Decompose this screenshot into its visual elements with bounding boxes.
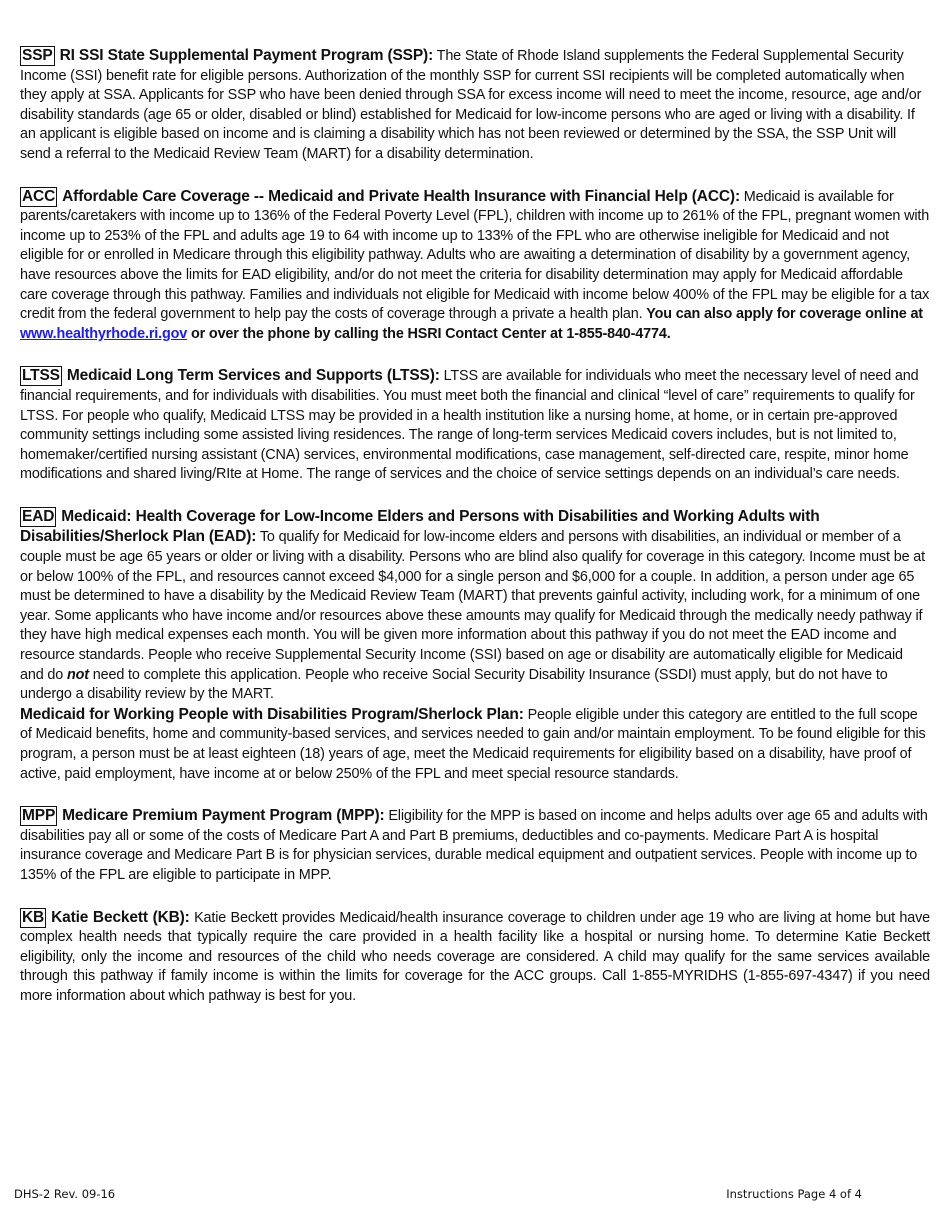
section-ltss	[20, 366, 930, 485]
ead-body-b: need to complete this application. People who receive Social Security Disability Insurance (SSDI) must apply, but do not have to undergo a disability review by the MART.	[20, 666, 888, 703]
ead-body-a: To qualify for Medicaid for low-income elders and persons with disabilities, an individual or member of a couple must be age 65 years or older or living with a disability. Persons who are blind also qualify for coverage in this category. Income must be at or below 100% of the FPL, and resources cannot exceed $4,000 for a single person and $6,000 for a couple. In addition, a person under age 65 must be determined to have a disability by the Medicaid Review Team (MART) that prevents gainful activity, including work, for a minimum of one year. Some applicants who have income and/or resources above these amounts may qualify for Medicaid through the medically needy pathway if they have high medical expenses each month. You will be given more information about this pathway if you do not meet the EAD income and resource standards. People who receive Supplemental Security Income (SSI) based on age or disability are automatically eligible for Medicaid and do	[20, 529, 925, 683]
ead-paragraph	[20, 507, 930, 705]
section-acc	[20, 187, 930, 345]
acc-paragraph	[20, 187, 930, 345]
acc-online-text: You can also apply for coverage online at	[646, 306, 923, 323]
ssp-code-box: SSP	[22, 47, 53, 64]
acc-body: Medicaid is available for parents/caretakers with income up to 136% of the Federal Poverty Level (FPL), children with income up to 261% of the FPL, pregnant women with income up to 253% of the FPL and adults age 19 to 64 with income up to 133% of the FPL who are otherwise ineligible for Medicaid and not eligible for or enrolled in Medicare through this eligibility pathway. Adults who are awaiting a determination of disability by a government agency, have resources above the limits for EAD eligibility, and/or do not meet the criteria for disability determination may apply for Medicaid affordable care coverage through this pathway. Families and individuals not eligible for Medicaid with income below 400% of the FPL may be eligible for a tax credit from the federal government to help pay the costs of coverage through a private a health plan.	[20, 188, 930, 323]
ssp-title: RI SSI State Supplemental Payment Program (SSP):	[59, 47, 434, 64]
sherlock-paragraph	[20, 705, 930, 784]
kb-body: Katie Beckett provides Medicaid/health insurance coverage to children under age 19 who are living at home but have complex health needs that typically require the care provided in a health facility like a hospital or nursing home. To determine Katie Beckett eligibility, only the income and resources of the child who needs coverage are considered. A child may qualify for the same services available through this pathway if family income is within the limits for coverage for the ACC groups. Call 1-855-MYRIDHS (1-855-697-4347) if you need more information about which pathway is best for you.	[20, 909, 930, 1004]
healthyrhode-link[interactable]: www.healthyrhode.ri.gov	[20, 325, 188, 342]
ead-not-emphasis: not	[66, 666, 89, 683]
mpp-paragraph	[20, 806, 930, 885]
sherlock-title: Medicaid for Working People with Disabilities Program/Sherlock Plan:	[20, 705, 524, 723]
page-content	[20, 46, 930, 1029]
ead-title: Medicaid: Health Coverage for Low-Income Elders and Persons with Disabilities and Working Adults with Disabilities/Sherlock Plan (EAD):	[20, 507, 820, 546]
ssp-paragraph	[20, 46, 930, 165]
ssp-body: The State of Rhode Island supplements the Federal Supplemental Security Income (SSI) benefit rate for eligible persons. Authorization of the monthly SSP for current SSI recipients will be completed automatically when they apply at SSA. Applicants for SSP who have been denied through SSA for excess income will need to meet the income, resource, age and/or disability standards (age 65 or older, disabled or blind) established for Medicaid for low-income persons who are aged or living with a disability. If an applicant is eligible based on income and is claiming a disability which has not been reviewed or determined by the SSA, the SSP Unit will send a referral to the Medicaid Review Team (MART) for a disability determination.	[20, 48, 922, 162]
section-ssp	[20, 46, 930, 165]
acc-phone-text: or over the phone by calling the HSRI Contact Center at 1-855-840-4774.	[187, 325, 671, 342]
section-mpp	[20, 806, 930, 885]
section-kb	[20, 908, 930, 1007]
ltss-body: LTSS are available for individuals who meet the necessary level of need and financial requirements, and for individuals with disabilities. You must meet both the financial and clinical “level of care” requirements to qualify for LTSS. For people who qualify, Medicaid LTSS may be provided in a health institution like a nursing home, at home, or in certain pre-approved community settings including some assisted living residences. The range of long-term services Medicaid covers includes, but is not limited to, homemaker/certified nursing assistant (CNA) services, environmental modifications, case management, self-directed care, respite, minor home modifications and shared living/RIte at Home. The range of services and the choice of service settings depends on an individual’s care needs.	[20, 368, 919, 483]
kb-code-box: KB	[22, 908, 45, 926]
ltss-code-box: LTSS	[22, 367, 60, 385]
kb-paragraph	[20, 908, 930, 1007]
footer-form-id: DHS-2 Rev. 09-16	[14, 1187, 116, 1201]
acc-title: Affordable Care Coverage -- Medicaid and Private Health Insurance with Financial Help (ACC):	[62, 187, 740, 205]
mpp-code-box: MPP	[22, 807, 56, 825]
mpp-body: Eligibility for the MPP is based on income and helps adults over age 65 and adults with disabilities pay all or some of the costs of Medicare Part A and Part B premiums, deductibles and co-payments. Medicare Part A is hospital insurance coverage and Medicare Part B is for physician services, durable medical equipment and outpatient services. People with income up to 135% of the FPL are eligible to participate in MPP.	[20, 808, 928, 883]
ltss-title: Medicaid Long Term Services and Supports (LTSS):	[66, 367, 440, 385]
mpp-title: Medicare Premium Payment Program (MPP):	[62, 807, 385, 825]
kb-title: Katie Beckett (KB):	[51, 908, 190, 926]
ltss-paragraph	[20, 366, 930, 485]
acc-code-box: ACC	[22, 187, 56, 205]
section-ead	[20, 507, 930, 784]
sherlock-body: People eligible under this category are entitled to the full scope of Medicaid benefits, home and community-based services, and services needed to gain and/or maintain employment. To be found eligible for this program, a person must be at least eighteen (18) years of age, meet the Medicaid requirements for eligibility based on a disability, have proof of active, paid employment, have income at or below 250% of the FPL and meet special resource standards.	[20, 706, 926, 782]
footer-page-label: Instructions Page 4 of 4	[726, 1187, 862, 1201]
ead-code-box: EAD	[22, 507, 55, 525]
